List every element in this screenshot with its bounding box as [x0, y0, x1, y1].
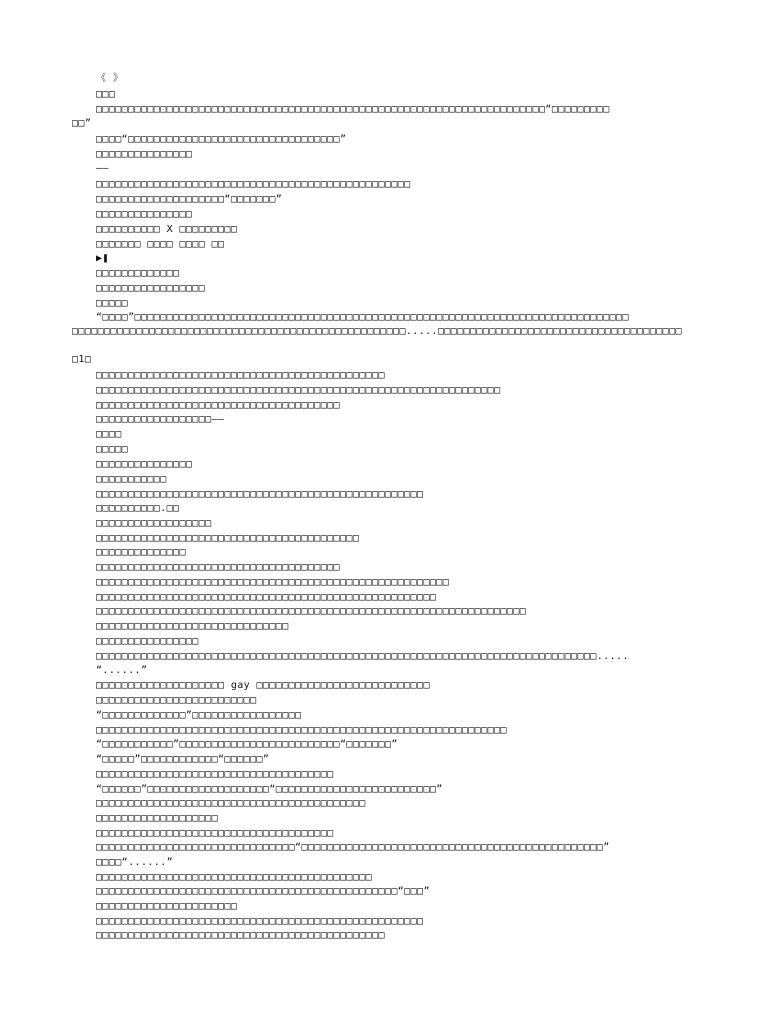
text-line: □□□□□□□□□□□□□□□□□□□□□□□□□□□□□□□□□□□□□□□□□□□□□□□□□ [96, 179, 411, 190]
text-line: □□” [72, 118, 92, 129]
text-line: —— [96, 163, 109, 174]
text-line: ▶❚ [96, 253, 109, 264]
text-line: □□□□□□□□□□□□□□□□□□□□□□□□□□□□□□□□□□□□□□□□□□□□□ [96, 930, 385, 941]
text-line: □□□□□□□□□□□□□□□□□□□□□□□□□□□□□□□□□□□□□□□□□□□□□□□□□□□□□ [96, 592, 437, 603]
text-line: □□□□□□□□□□□□□□□□□□□□□□□□□□□□□□□□□□□□□□□□□□□□□□□□□□□□.....□□□□□□□□□□□□□□□□□□□□□□□□□□□□□□□□□□□□□□ [72, 326, 682, 337]
text-line: □□□□□□□□□□□□□□□□□□□□□□□□□□□□□□□□□□□□□□□□□□□□□□□□□□□□□□□ [96, 577, 450, 588]
text-line: 《 》 [96, 73, 124, 84]
text-line: □□□□□□□□□□.□□ [96, 503, 180, 514]
text-line: □□□□□□□□□□□□□□□□□□□□□□□□□□□□□□□□□□□□□□□□□□□□□□□□□□□□□□□□□□□□□□□□□□□□□□“□□□□□□□□□ [96, 104, 610, 115]
text-line: □□□□□□□□□□□□□□□□□□□□□□□□□□□□□□□□□□□□□□□□□□□□□ [96, 370, 385, 381]
text-line: □□□□□□□□□□□□□□□□□□□□□□□□□□□□□□□□□□□□□□□□□□□□□□□□□□□□□□□□□□□□□□□ [96, 385, 501, 396]
text-line: □□□□□□□□□□□□□□□□□□□ [96, 813, 218, 824]
text-line: □□□ [96, 89, 116, 100]
text-line: □□□□□□□□□□□□□□□□□ [96, 283, 206, 294]
text-line: □□□□ [96, 429, 122, 440]
text-line: □□□□□□□□□□□□□□□□□□—— [96, 414, 225, 425]
text-line: “□□□□□”□□□□□□□□□□□□“□□□□□□” [96, 754, 270, 765]
text-line: □□□□□□□□□□□□□□□ [96, 459, 193, 470]
text-line: □□□□□□□□□□□□□□□□□□□□□□□□□□□□□□□□□□□□□□□□□□□□□□□□□□□□□□□□□□□□□□□□□□□ [96, 606, 527, 617]
text-line: “□□□□□□□□□□□□□”□□□□□□□□□□□□□□□□□ [96, 710, 302, 721]
text-line: □□□□□□□□□□□□□□ [96, 547, 186, 558]
text-line: □□□□□□□□□□□□□□□□□□□□□□□□□□□□□□□□□□□□□□□□□□□□□□□“□□□” [96, 886, 430, 897]
text-line: □□□□□□□□□□□□□□□□ [96, 636, 199, 647]
text-line: □□□□□□□ □□□□ □□□□ □□ [96, 239, 225, 250]
text-line: □□□□□□□□□□□□□□□□□□□□□□□□□□□□□□□□□□□□□□□□□□□□□□□□□□□ [96, 489, 424, 500]
text-line: □□□□□□□□□□□□□□□□□□□□□□□□□□□□□□□□□□□□□□□□□□□ [96, 872, 373, 883]
text-line: □□□□□□□□□□□□□□□□□□□□□□□□□ [96, 695, 257, 706]
text-line: □□□□“......” [96, 857, 174, 868]
text-line: □□□□□□□□□□ X □□□□□□□□□ [96, 224, 238, 235]
text-line: □□□□□□□□□□□□□□□□□□□□□□□□□□□□□□□□□□□□□□□□□ [96, 533, 360, 544]
text-line: □□□□□□□□□□□□□□□□□□ [96, 518, 212, 529]
text-line: “□□□□□□”□□□□□□□□□□□□□□□□□□□“□□□□□□□□□□□□□□□□□□□□□□□□□” [96, 784, 443, 795]
text-line: □□□□□□□□□□□□□□□□□□□□□□□□□□□□□□□□□□□□□□□□□□□□□□□□□□□ [96, 916, 424, 927]
text-line: □□□□□□□□□□□□□□□ [96, 149, 193, 160]
text-line: □1□ [72, 354, 92, 365]
text-line: □□□□□□□□□□□□□□□□□□□□□□□□□□□□□□□□□□□□□□ [96, 400, 340, 411]
text-line: □□□□□□□□□□□□□□□□□□□□□□□□□□□□□□□□□□□□□□□□□□□□□□□□□□□□□□□□□□□□□□□□ [96, 725, 507, 736]
text-line: □□□□□□□□□□□□□□□□□□□□□□□□□□□□□□□□□□□□□ [96, 828, 334, 839]
text-line: “□□□□□□□□□□□”□□□□□□□□□□□□□□□□□□□□□□□□□“□□□□□□□” [96, 739, 398, 750]
text-line: □□□□□□□□□□□ [96, 474, 167, 485]
text-line: □□□□□□□□□□□□□□□ [96, 209, 193, 220]
text-line: “□□□□”□□□□□□□□□□□□□□□□□□□□□□□□□□□□□□□□□□□□□□□□□□□□□□□□□□□□□□□□□□□□□□□□□□□□□□□□□□□□□ [96, 312, 629, 323]
text-line: □□□□□□□□□□□□□□□□□□□□“□□□□□□□” [96, 194, 283, 205]
text-line: □□□□“□□□□□□□□□□□□□□□□□□□□□□□□□□□□□□□□□” [96, 134, 347, 145]
text-line: □□□□□□□□□□□□□□□□□□□□ gay □□□□□□□□□□□□□□□□□□□□□□□□□□□ [96, 680, 430, 691]
text-line: □□□□□□□□□□□□□□□□□□□□□□□□□□□□□□□□□□□□□□ [96, 562, 340, 573]
text-line: □□□□□□□□□□□□□□□□□□□□□□ [96, 901, 238, 912]
text-line: “......” [96, 665, 148, 676]
text-line: □□□□□□□□□□□□□□□□□□□□□□□□□□□□□□□□□□□□□ [96, 769, 334, 780]
text-line: □□□□□□□□□□□□□□□□□□□□□□□□□□□□□□□□□□□□□□□□□□□□□□□□□□□□□□□□□□□□□□□□□□□□□□□□□□□□□□..... [96, 651, 629, 662]
text-line: □□□□□□□□□□□□□ [96, 268, 180, 279]
text-line: □□□□□□□□□□□□□□□□□□□□□□□□□□□□□□ [96, 621, 289, 632]
text-line: □□□□□□□□□□□□□□□□□□□□□□□□□□□□□□□□□□□□□□□□□□ [96, 798, 366, 809]
text-line: □□□□□ [96, 298, 129, 309]
text-line: □□□□□□□□□□□□□□□□□□□□□□□□□□□□□□□“□□□□□□□□□□□□□□□□□□□□□□□□□□□□□□□□□□□□□□□□□□□□□□□” [96, 842, 610, 853]
text-line: □□□□□ [96, 444, 129, 455]
